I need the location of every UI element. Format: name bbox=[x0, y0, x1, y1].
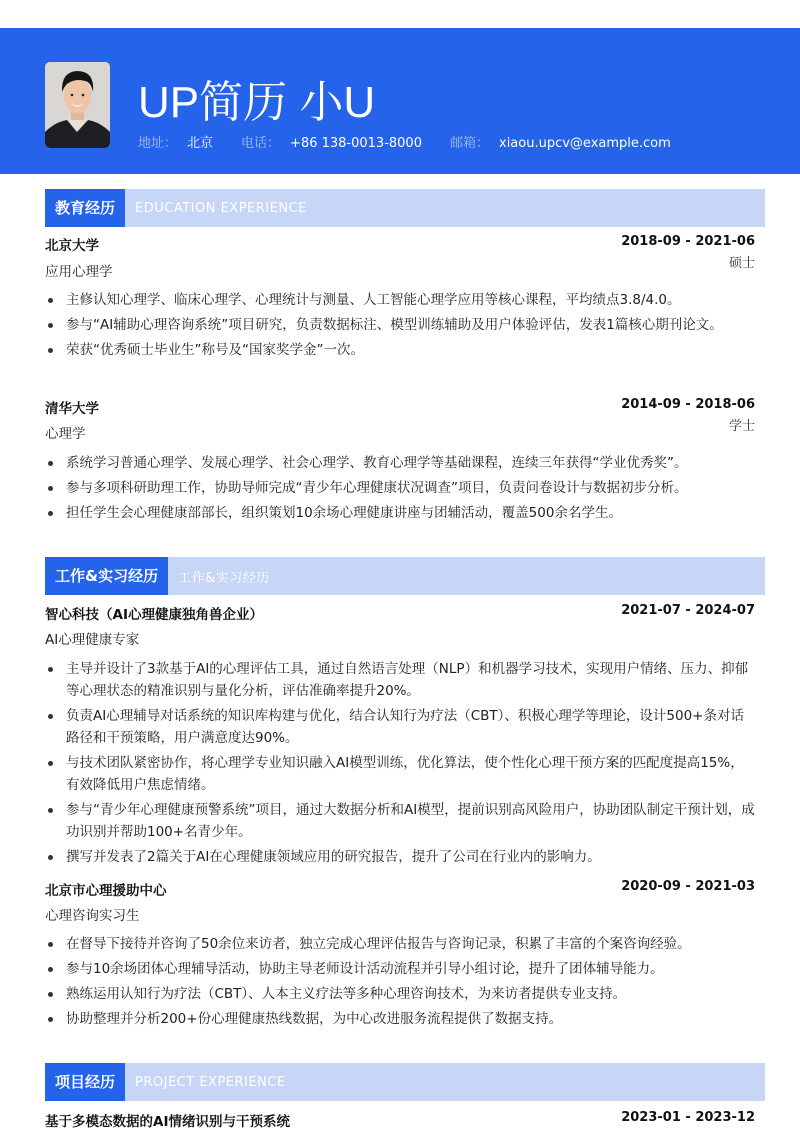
contact-phone bbox=[241, 132, 422, 151]
entry-date: 2023-01 - 2023-12 bbox=[621, 1110, 755, 1125]
list-item: 系统学习普通心理学、发展心理学、社会心理学、教育心理学等基础课程，连续三年获得“学业优秀奖”。 bbox=[45, 452, 757, 474]
list-item: 在督导下接待并咨询了50余位来访者，独立完成心理评估报告与咨询记录，积累了丰富的个案咨询经验。 bbox=[45, 933, 757, 955]
list-item: 担任学生会心理健康部部长，组织策划10余场心理健康讲座与团辅活动，覆盖500余名学生。 bbox=[45, 502, 757, 524]
profile-photo bbox=[45, 62, 110, 148]
education-entry-head bbox=[45, 397, 755, 417]
section-title-cn: 教育经历 bbox=[45, 189, 125, 227]
list-item: 参与“AI辅助心理咨询系统”项目研究，负责数据标注、模型训练辅助及用户体验评估，发表1篇核心期刊论文。 bbox=[45, 314, 757, 336]
list-item: 撰写并发表了2篇关于AI在心理健康领域应用的研究报告，提升了公司在行业内的影响力。 bbox=[45, 846, 757, 868]
list-item: 与技术团队紧密协作，将心理学专业知识融入AI模型训练，优化算法，使个性化心理干预方案的匹配度提高15%，有效降低用户焦虑情绪。 bbox=[45, 752, 757, 796]
work-bullets bbox=[45, 658, 757, 871]
list-item: 参与“青少年心理健康预警系统”项目，通过大数据分析和AI模型，提前识别高风险用户，协助团队制定干预计划，成功识别并帮助100+名青少年。 bbox=[45, 799, 757, 843]
education-entry-head bbox=[45, 234, 755, 254]
entry-date: 2020-09 - 2021-03 bbox=[621, 879, 755, 894]
section-title-en: EDUCATION EXPERIENCE bbox=[135, 200, 307, 216]
section-projects-header bbox=[45, 1063, 765, 1101]
phone-value[interactable]: +86 138-0013-8000 bbox=[290, 136, 422, 151]
job-role: 心理咨询实习生 bbox=[45, 908, 140, 924]
entry-date: 2014-09 - 2018-06 bbox=[621, 397, 755, 412]
section-title-cn: 工作&实习经历 bbox=[45, 557, 168, 595]
school-name: 北京大学 bbox=[45, 238, 99, 254]
section-title-cn: 项目经历 bbox=[45, 1063, 125, 1101]
email-value[interactable]: xiaou.upcv@example.com bbox=[499, 136, 671, 151]
section-title-en: 工作&实习经历 bbox=[178, 570, 270, 586]
contact-info bbox=[138, 132, 699, 151]
list-item: 协助整理并分析200+份心理健康热线数据，为中心改进服务流程提供了数据支持。 bbox=[45, 1008, 757, 1030]
contact-address bbox=[138, 132, 213, 151]
list-item: 主修认知心理学、临床心理学、心理统计与测量、人工智能心理学应用等核心课程，平均绩点3.8/4.0。 bbox=[45, 289, 757, 311]
major: 应用心理学 bbox=[45, 264, 113, 280]
company-name: 北京市心理援助中心 bbox=[45, 883, 167, 899]
work-entry-head bbox=[45, 879, 755, 899]
project-name: 基于多模态数据的AI情绪识别与干预系统 bbox=[45, 1114, 290, 1130]
phone-label: 电话： bbox=[241, 136, 281, 151]
contact-email bbox=[450, 132, 671, 151]
job-role: AI心理健康专家 bbox=[45, 632, 140, 648]
email-label: 邮箱： bbox=[449, 136, 489, 151]
major: 心理学 bbox=[45, 426, 86, 442]
section-title-en: PROJECT EXPERIENCE bbox=[135, 1074, 286, 1090]
work-bullets bbox=[45, 933, 757, 1033]
resume-header bbox=[0, 28, 800, 174]
list-item: 主导并设计了3款基于AI的心理评估工具，通过自然语言处理（NLP）和机器学习技术，实现用户情绪、压力、抑郁等心理状态的精准识别与量化分析，评估准确率提升20%。 bbox=[45, 658, 757, 702]
section-work-header bbox=[45, 557, 765, 595]
list-item: 荣获“优秀硕士毕业生”称号及“国家奖学金”一次。 bbox=[45, 339, 757, 361]
company-name: 智心科技（AI心理健康独角兽企业） bbox=[45, 607, 263, 623]
education-bullets bbox=[45, 289, 757, 364]
entry-date: 2018-09 - 2021-06 bbox=[621, 234, 755, 249]
address-value: 北京 bbox=[187, 136, 214, 151]
address-label: 地址： bbox=[138, 136, 178, 151]
candidate-name: UP简历 小U bbox=[138, 78, 376, 127]
section-education-header bbox=[45, 189, 765, 227]
list-item: 参与多项科研助理工作，协助导师完成“青少年心理健康状况调查”项目，负责问卷设计与数据初步分析。 bbox=[45, 477, 757, 499]
school-name: 清华大学 bbox=[45, 401, 99, 417]
project-entry-head bbox=[45, 1110, 755, 1130]
entry-date: 2021-07 - 2024-07 bbox=[621, 603, 755, 618]
list-item: 熟练运用认知行为疗法（CBT）、人本主义疗法等多种心理咨询技术，为来访者提供专业支持。 bbox=[45, 983, 757, 1005]
list-item: 负责AI心理辅导对话系统的知识库构建与优化，结合认知行为疗法（CBT）、积极心理学等理论，设计500+条对话路径和干预策略，用户满意度达90%。 bbox=[45, 705, 757, 749]
education-bullets bbox=[45, 452, 757, 527]
work-entry-head bbox=[45, 603, 755, 623]
degree: 硕士 bbox=[728, 256, 755, 271]
list-item: 参与10余场团体心理辅导活动，协助主导老师设计活动流程并引导小组讨论，提升了团体辅导能力。 bbox=[45, 958, 757, 980]
degree: 学士 bbox=[728, 419, 755, 434]
